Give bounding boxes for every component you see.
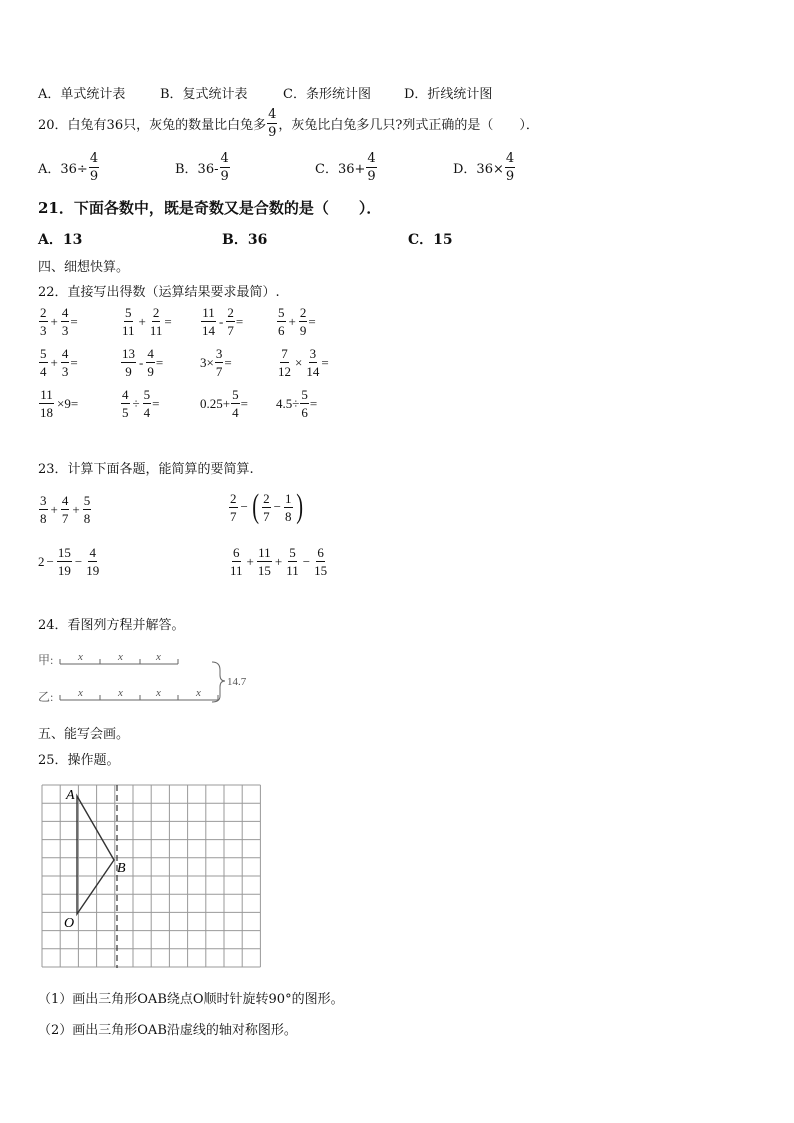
- seg-x: x: [156, 651, 161, 663]
- q23-expr-4: $\frac{6}{11}$ + $\frac{11}{15}$ + $\frac{5}{11}$ − $\frac{6}{15}$: [230, 545, 328, 578]
- q22-item: $\frac{7}{12}$ × $\frac{3}{14}$ =: [278, 346, 329, 379]
- q20-option-d: D．36× $\frac{4}{9}$: [453, 151, 515, 184]
- total-label: 14.7: [227, 676, 247, 688]
- q25-sub-2: （2）画出三角形OAB沿虚线的轴对称图形。: [38, 1023, 297, 1038]
- q25-sub-1: （1）画出三角形OAB绕点O顺时针旋转90°的图形。: [38, 992, 344, 1007]
- q22-item: $\frac{4}{5}$ ÷ $\frac{5}{4}$ =: [122, 387, 160, 420]
- q22-item: $\frac{5}{11}$ + $\frac{2}{11}$ =: [122, 305, 172, 338]
- label-jia: 甲:: [38, 653, 54, 667]
- q22-item: $\frac{13}{9}$ - $\frac{4}{9}$ =: [122, 346, 164, 379]
- q23-expr-3: 2 − $\frac{15}{19}$ − $\frac{4}{19}$: [38, 545, 100, 578]
- q21-stem: 21．下面各数中，既是奇数又是合数的是（ ）．: [38, 199, 382, 217]
- q22-item: $\frac{11}{18}$ ×9=: [40, 387, 79, 420]
- point-o-label: O: [64, 916, 75, 931]
- q19-option-a: A．单式统计表: [38, 87, 126, 102]
- q23-expr-2: $\frac{2}{7}$ − ( $\frac{2}{7}$ − $\frac{1}{8}$ ): [230, 488, 303, 525]
- q20-fraction: $\frac{4}{9}$: [268, 107, 277, 140]
- seg-x: x: [118, 651, 123, 663]
- seg-x: x: [156, 687, 161, 699]
- q22-item: $\frac{11}{14}$ - $\frac{2}{7}$ =: [202, 305, 244, 338]
- q20-stem: 20．白兔有36只，灰兔的数量比白兔多 $\frac{4}{9}$ ，灰兔比白兔多几只?列式正确的是（ ）．: [38, 107, 539, 140]
- q22-item: 3× $\frac{3}{7}$ =: [200, 346, 232, 379]
- point-b-label: B: [117, 861, 126, 876]
- q19-option-d: D．折线统计图: [404, 87, 493, 102]
- q24-stem: 24．看图列方程并解答。: [38, 618, 185, 633]
- q22-stem: 22．直接写出得数（运算结果要求最简）.: [38, 285, 280, 300]
- section-5-heading: 五、能写会画。: [38, 727, 130, 742]
- q19-option-c: C．条形统计图: [283, 87, 371, 102]
- seg-x: x: [196, 687, 201, 699]
- q21-option-c: C．15: [408, 232, 453, 248]
- q25-stem: 25．操作题。: [38, 753, 120, 768]
- q22-item: 0.25+ $\frac{5}{4}$ =: [200, 387, 248, 420]
- q23-stem: 23．计算下面各题，能简算的要简算.: [38, 462, 254, 477]
- label-yi: 乙:: [38, 690, 54, 704]
- q20-option-c: C．36+ $\frac{4}{9}$: [315, 151, 376, 184]
- q22-item: $\frac{5}{4}$ + $\frac{4}{3}$ =: [40, 346, 78, 379]
- triangle-oab: [77, 796, 114, 914]
- q22-item: $\frac{5}{6}$ + $\frac{2}{9}$ =: [278, 305, 316, 338]
- q20-option-a: A．36÷ $\frac{4}{9}$: [38, 151, 99, 184]
- q19-option-b: B．复式统计表: [160, 87, 248, 102]
- q22-item: $\frac{2}{3}$ + $\frac{4}{3}$ =: [40, 305, 78, 338]
- seg-x: x: [118, 687, 123, 699]
- seg-x: x: [78, 687, 83, 699]
- section-4-heading: 四、细想快算。: [38, 260, 130, 275]
- q25-grid-figure: [40, 783, 268, 973]
- seg-x: x: [78, 651, 83, 663]
- q21-option-b: B．36: [222, 232, 268, 248]
- q24-segment-diagram: [36, 644, 276, 712]
- q22-item: 4.5÷ $\frac{5}{6}$ =: [276, 387, 318, 420]
- q21-option-a: A．13: [38, 232, 83, 248]
- q23-expr-1: $\frac{3}{8}$ + $\frac{4}{7}$ + $\frac{5}{8}$: [40, 493, 91, 526]
- q20-option-b: B．36- $\frac{4}{9}$: [175, 151, 229, 184]
- point-a-label: A: [66, 788, 75, 803]
